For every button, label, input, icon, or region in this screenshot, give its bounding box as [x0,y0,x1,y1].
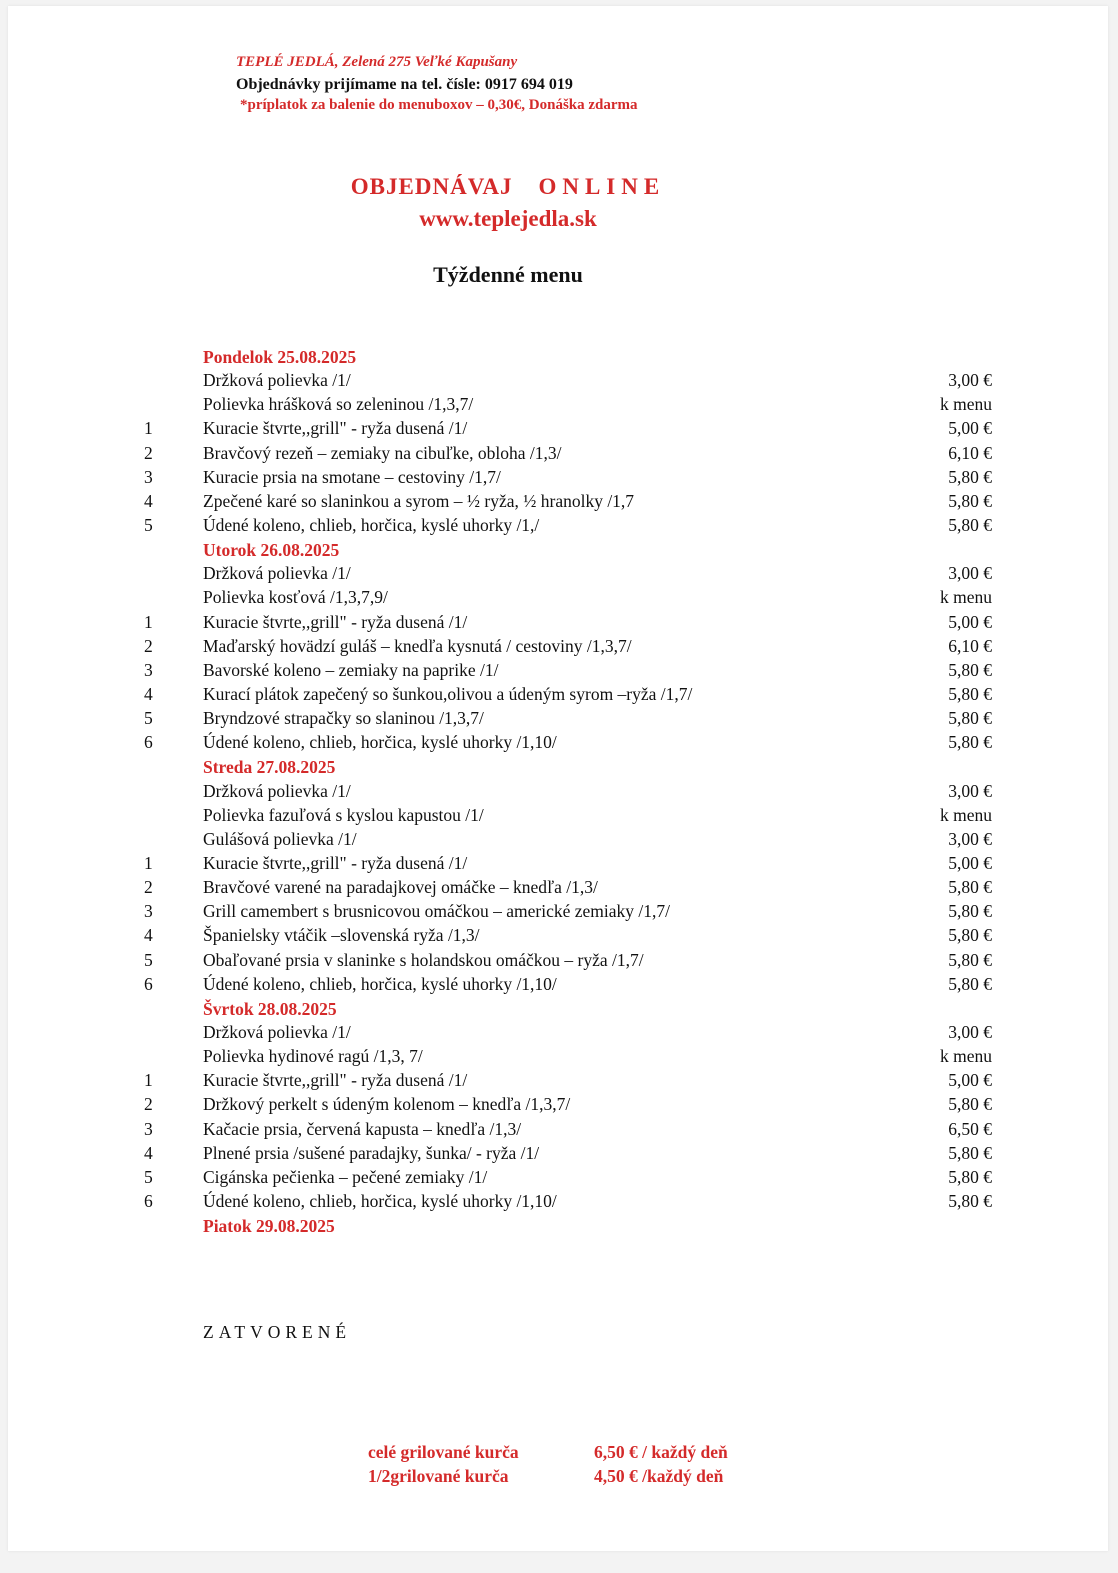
packaging-note: *príplatok za balenie do menuboxov – 0,30€, Donáška zdarma [240,97,638,113]
menu-item [8,489,1108,513]
item-price: 5,00 € [948,611,992,632]
menu-item [8,561,1108,585]
menu-item [8,1189,1108,1213]
item-name: Polievka fazuľová s kyslou kapustou /1/ [203,804,484,825]
item-number: 6 [144,732,153,753]
item-price: 5,80 € [948,732,992,753]
item-price: k menu [939,804,992,825]
website-link[interactable]: www.teplejedla.sk [419,206,597,231]
item-name: Držková polievka /1/ [203,780,351,801]
item-price: 5,00 € [948,1070,992,1091]
item-name: Bravčové varené na paradajkovej omáčke – knedľa /1,3/ [203,877,598,898]
item-price: 5,80 € [948,925,992,946]
item-price: 5,80 € [948,659,992,680]
item-price: k menu [939,587,992,608]
item-number: 3 [144,659,153,680]
item-name: Kačacie prsia, červená kapusta – knedľa /1,3/ [203,1118,522,1139]
item-number: 5 [144,708,153,729]
item-price: 3,00 € [948,563,992,584]
chicken-price: 4,50 € /každý deň [594,1466,724,1486]
item-name: Údené koleno, chlieb, horčica, kyslé uhorky /1,10/ [203,732,557,753]
weekly-menu-list [8,344,1108,1237]
item-number: 3 [144,901,153,922]
menu-item [8,948,1108,972]
item-price: 6,10 € [948,635,992,656]
menu-item [8,392,1108,416]
item-name: Kuracie štvrte,,grill" - ryža dusená /1/ [203,611,468,632]
item-number: 6 [144,1190,153,1211]
item-price: 5,80 € [948,1142,992,1163]
day-title: Piatok 29.08.2025 [203,1216,335,1237]
item-number: 5 [144,1166,153,1187]
day-heading [8,1213,1108,1237]
item-number: 1 [144,852,153,873]
item-price: 5,80 € [948,490,992,511]
order-word: OBJEDNÁVAJ [350,174,513,199]
item-price: 5,00 € [948,852,992,873]
item-name: Držkový perkelt s údeným kolenom – knedľa /1,3,7/ [203,1094,571,1115]
item-price: 3,00 € [948,828,992,849]
item-price: 5,80 € [948,1166,992,1187]
menu-item [8,779,1108,803]
item-number: 1 [144,418,153,439]
item-number: 3 [144,466,153,487]
day-heading [8,754,1108,778]
item-price: 5,80 € [948,1190,992,1211]
item-name: Bryndzové strapačky so slaninou /1,3,7/ [203,708,484,729]
item-number: 2 [144,877,153,898]
menu-item [8,441,1108,465]
day-title: Švrtok 28.08.2025 [203,998,337,1019]
item-number: 3 [144,1118,153,1139]
menu-item [8,851,1108,875]
item-price: 5,80 € [948,466,992,487]
menu-item [8,513,1108,537]
order-phone: Objednávky prijímame na tel. čísle: 0917 694 019 [236,76,573,93]
menu-item [8,730,1108,754]
item-price: 3,00 € [948,1021,992,1042]
menu-item [8,1092,1108,1116]
item-number: 2 [144,635,153,656]
item-number: 2 [144,1094,153,1115]
day-heading [8,344,1108,368]
item-name: Bravčový rezeň – zemiaky na cibuľke, obloha /1,3/ [203,442,562,463]
chicken-offer-half [368,1466,724,1487]
item-price: 5,80 € [948,1094,992,1115]
menu-item [8,706,1108,730]
item-price: 6,10 € [948,442,992,463]
item-number: 4 [144,925,153,946]
online-word: ONLINE [538,174,666,199]
item-name: Plnené prsia /sušené paradajky, šunka/ - ryža /1/ [203,1142,540,1163]
item-number: 4 [144,1142,153,1163]
item-name: Údené koleno, chlieb, horčica, kyslé uhorky /1,10/ [203,1190,557,1211]
item-number: 5 [144,949,153,970]
day-title: Utorok 26.08.2025 [203,540,340,561]
item-name: Gulášová polievka /1/ [203,828,357,849]
item-name: Držková polievka /1/ [203,370,351,391]
menu-item [8,972,1108,996]
item-number: 4 [144,683,153,704]
item-price: 5,00 € [948,418,992,439]
item-name: Španielsky vtáčik –slovenská ryža /1,3/ [203,925,480,946]
item-name: Údené koleno, chlieb, horčica, kyslé uhorky /1,/ [203,514,540,535]
item-name: Obaľované prsia v slaninke s holandskou omáčkou – ryža /1,7/ [203,949,644,970]
day-title: Pondelok 25.08.2025 [203,347,357,367]
item-name: Kuracie prsia na smotane – cestoviny /1,7/ [203,466,501,487]
item-price: 5,80 € [948,708,992,729]
item-name: Maďarský hovädzí guláš – knedľa kysnutá / cestoviny /1,3,7/ [203,635,632,656]
item-name: Držková polievka /1/ [203,563,351,584]
item-price: 3,00 € [948,780,992,801]
menu-item [8,610,1108,634]
menu-item [8,1044,1108,1068]
menu-item [8,1165,1108,1189]
menu-item [8,1117,1108,1141]
item-name: Bavorské koleno – zemiaky na paprike /1/ [203,659,499,680]
item-name: Kuracie štvrte,,grill" - ryža dusená /1/ [203,418,468,439]
item-price: 5,80 € [948,973,992,994]
chicken-price: 6,50 € / každý deň [594,1442,728,1462]
item-name: Grill camembert s brusnicovou omáčkou – americké zemiaky /1,7/ [203,901,671,922]
item-price: k menu [939,1046,992,1067]
item-name: Polievka kosťová /1,3,7,9/ [203,587,388,608]
menu-page [8,6,1108,1551]
item-name: Polievka hydinové ragú /1,3, 7/ [203,1046,423,1067]
item-price: 5,80 € [948,901,992,922]
item-price: 5,80 € [948,683,992,704]
menu-item [8,658,1108,682]
order-online-heading [8,174,1008,200]
item-name: Kuracie štvrte,,grill" - ryža dusená /1/ [203,1070,468,1091]
item-number: 2 [144,442,153,463]
menu-item [8,465,1108,489]
item-name: Zpečené karé so slaninkou a syrom – ½ ryža, ½ hranolky /1,7 [203,490,635,511]
item-price: 6,50 € [948,1118,992,1139]
restaurant-address: TEPLÉ JEDLÁ, Zelená 275 Veľké Kapušany [236,54,518,70]
menu-item [8,416,1108,440]
item-name: Kuracie štvrte,,grill" - ryža dusená /1/ [203,852,468,873]
item-name: Kurací plátok zapečený so šunkou,olivou a údeným syrom –ryža /1,7/ [203,683,693,704]
menu-item [8,803,1108,827]
menu-item [8,1068,1108,1092]
item-price: 5,80 € [948,949,992,970]
item-number: 1 [144,1070,153,1091]
menu-item [8,634,1108,658]
menu-item [8,875,1108,899]
day-heading [8,537,1108,561]
chicken-label: 1/2grilované kurča [368,1466,509,1486]
menu-item [8,827,1108,851]
day-heading [8,996,1108,1020]
item-number: 5 [144,514,153,535]
menu-item [8,682,1108,706]
day-title: Streda 27.08.2025 [203,757,336,778]
item-price: 3,00 € [948,370,992,391]
menu-item [8,368,1108,392]
item-price: 5,80 € [948,514,992,535]
closed-notice: ZATVORENÉ [203,1322,352,1342]
chicken-label: celé grilované kurča [368,1442,519,1462]
chicken-offer-whole [368,1442,728,1463]
page-title: Týždenné menu [433,262,583,287]
item-price: 5,80 € [948,877,992,898]
item-name: Držková polievka /1/ [203,1021,351,1042]
item-name: Polievka hrášková so zeleninou /1,3,7/ [203,394,474,415]
menu-item [8,1020,1108,1044]
item-number: 1 [144,611,153,632]
menu-item [8,899,1108,923]
item-number: 6 [144,973,153,994]
menu-item [8,585,1108,609]
item-price: k menu [939,394,992,415]
menu-item [8,1141,1108,1165]
item-name: Údené koleno, chlieb, horčica, kyslé uhorky /1,10/ [203,973,557,994]
item-name: Cigánska pečienka – pečené zemiaky /1/ [203,1166,488,1187]
menu-item [8,923,1108,947]
item-number: 4 [144,490,153,511]
